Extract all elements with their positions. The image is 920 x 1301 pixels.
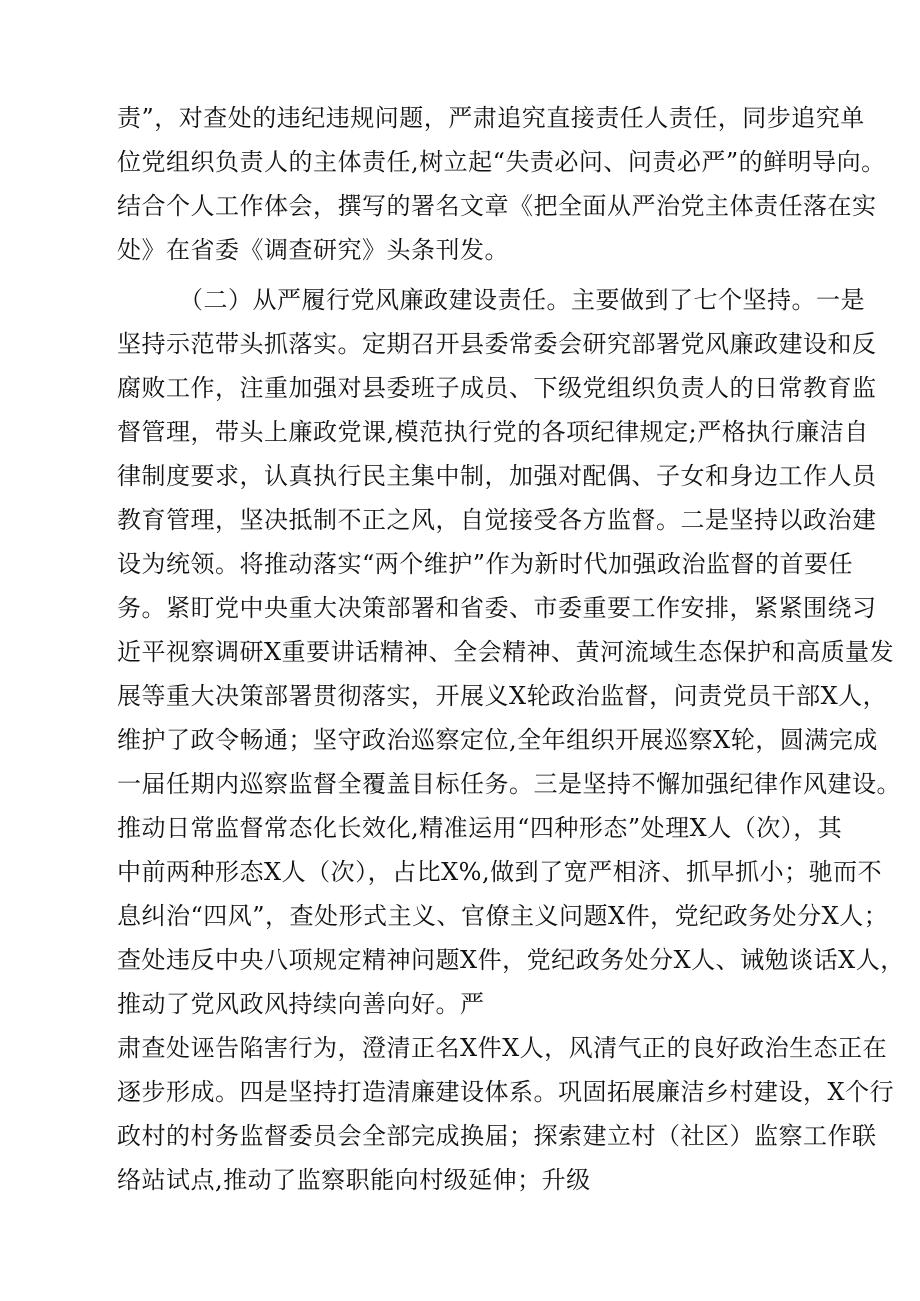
text-line: 查处违反中央八项规定精神问题X件，党纪政务处分X人、诫勉谈话X人， [117, 946, 905, 974]
text-line: 务。紧盯党中央重大决策部署和省委、市委重要工作安排，紧紧围绕习 [117, 594, 877, 622]
section-heading-line: （二）从严履行党风廉政建设责任。主要做到了七个坚持。一是 [179, 286, 865, 314]
document-body [117, 96, 905, 1202]
text-line: 处》在省委《调查研究》头条刊发。 [117, 236, 509, 264]
text-line: 肃查处诬告陷害行为，澄清正名X件X人，风清气正的良好政治生态正在 [117, 1034, 888, 1062]
text-line: 推动日常监督常态化长效化,精准运用“四种形态”处理X人（次），其 [117, 814, 843, 842]
text-line: 位党组织负责人的主体责任,树立起“失责必问、问责必严”的鲜明导向。 [117, 148, 886, 176]
text-line: 推动了党风政风持续向善向好。严 [117, 990, 485, 1018]
text-line: 设为统领。将推动落实“两个维护”作为新时代加强政治监督的首要任 [117, 550, 854, 578]
text-line: 展等重大决策部署贯彻落实，开展义X轮政治监督，问责党员干部X人， [117, 682, 888, 710]
text-line: 政村的村务监督委员会全部完成换届；探索建立村（社区）监察工作联 [117, 1122, 877, 1150]
text-line: 责”，对查处的违纪违规问题，严肃追究直接责任人责任，同步追究单 [117, 104, 865, 132]
text-line: 近平视察调研X重要讲话精神、全会精神、黄河流域生态保护和高质量发 [117, 638, 895, 666]
text-line: 维护了政令畅通；坚守政治巡察定位,全年组织开展巡察X轮，圆满完成 [117, 726, 878, 754]
text-line: 腐败工作，注重加强对县委班子成员、下级党组织负责人的日常教育监 [117, 374, 877, 402]
text-line: 络站试点,推动了监察职能向村级延伸；升级 [117, 1166, 591, 1194]
text-line: 中前两种形态X人（次），占比X%,做到了宽严相济、抓早抓小；驰而不 [117, 858, 883, 886]
text-line: 结合个人工作体会，撰写的署名文章《把全面从严治党主体责任落在实 [117, 192, 877, 220]
text-line: 教育管理，坚决抵制不正之风，自觉接受各方监督。二是坚持以政治建 [117, 506, 877, 534]
text-line: 息纠治“四风”，查处形式主义、官僚主义问题X件，党纪政务处分X人； [117, 902, 889, 930]
text-line: 逐步形成。四是坚持打造清廉建设体系。巩固拓展廉洁乡村建设，X个行 [117, 1078, 895, 1106]
text-line: 律制度要求，认真执行民主集中制，加强对配偶、子女和身边工作人员 [117, 462, 877, 490]
text-line: 一届任期内巡察监督全覆盖目标任务。三是坚持不懈加强纪律作风建设。 [117, 770, 901, 798]
text-line: 坚持示范带头抓落实。定期召开县委常委会研究部署党风廉政建设和反 [117, 330, 877, 358]
text-line: 督管理，带头上廉政党课,模范执行党的各项纪律规定;严格执行廉洁自 [117, 418, 869, 446]
